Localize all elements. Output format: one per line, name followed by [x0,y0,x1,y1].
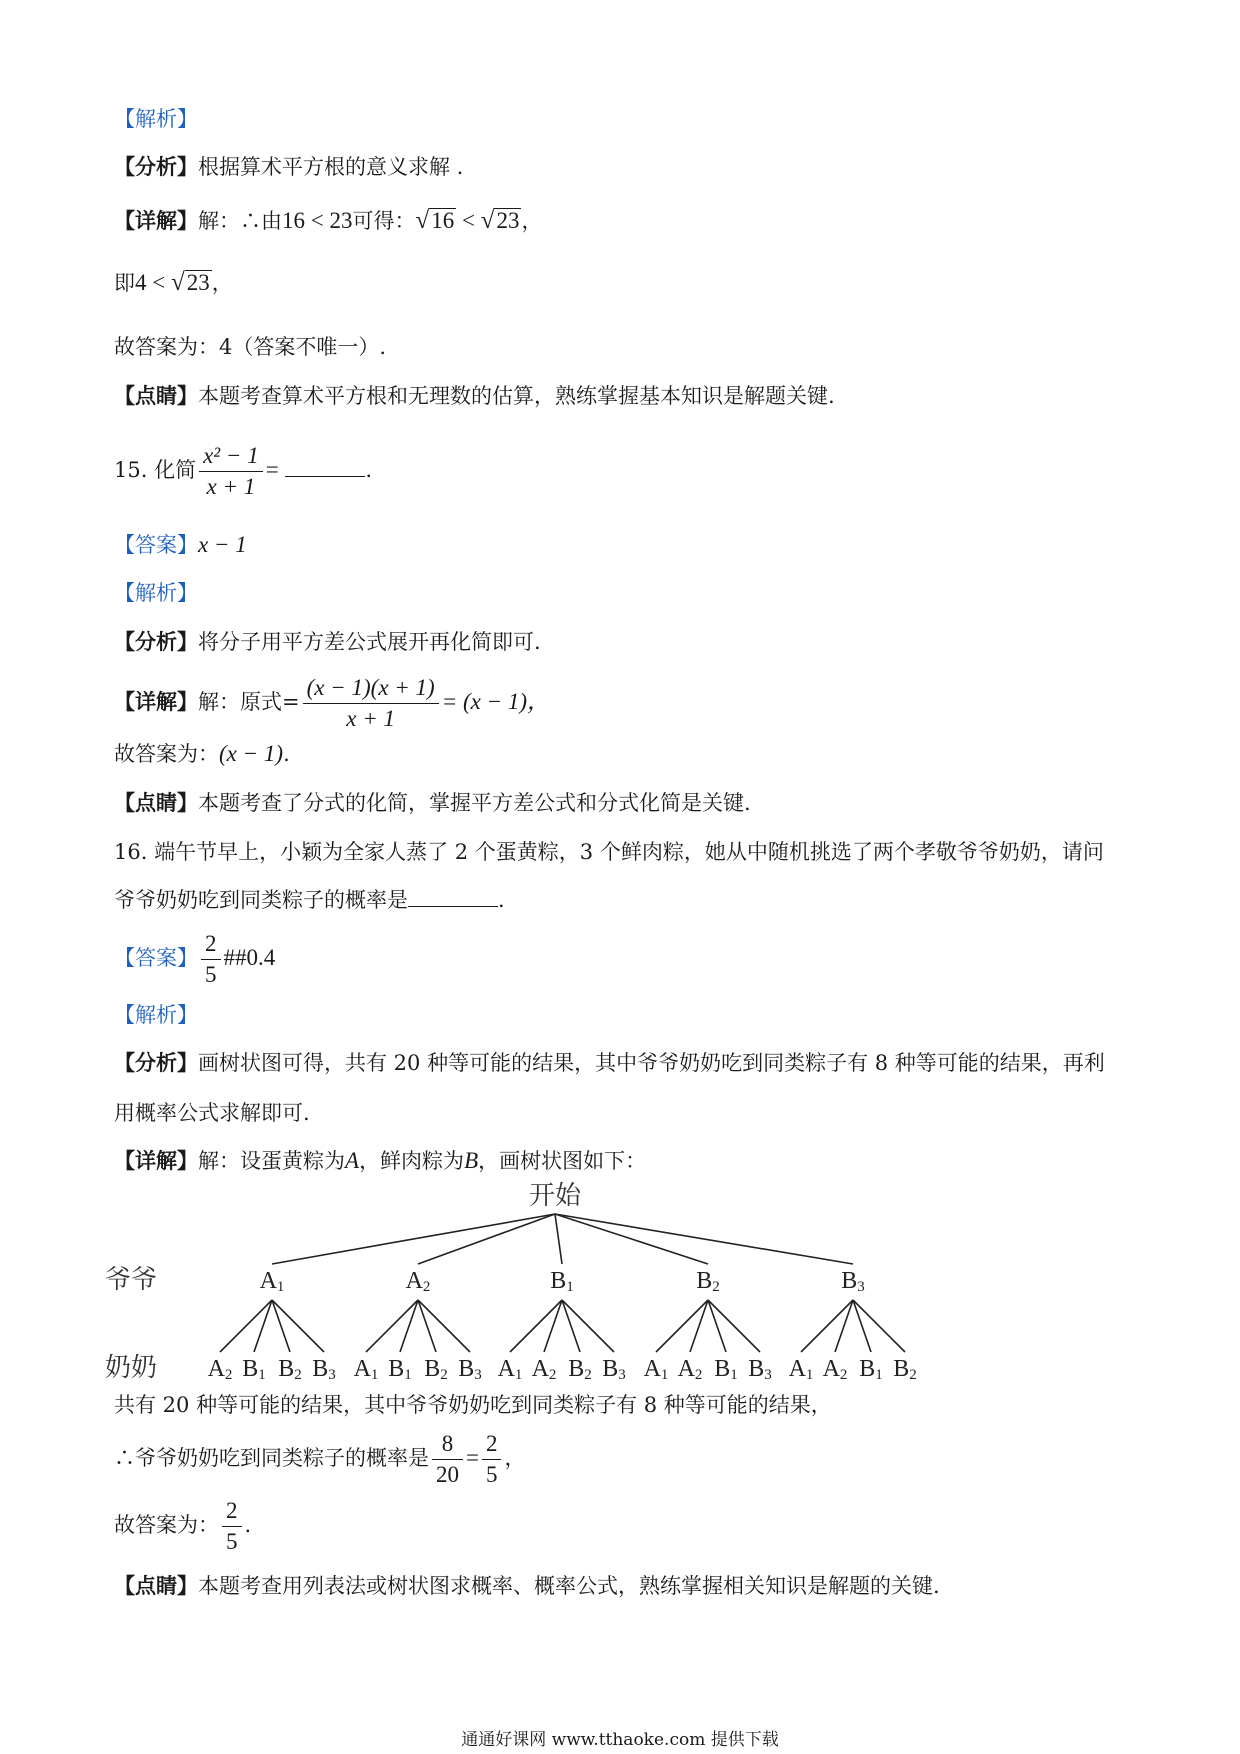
q16-answer-blank [408,886,498,907]
daan-tag: 【答案】 [114,533,198,557]
q14-dianjing [114,381,835,411]
q16-jiexi-tag: 【解析】 [114,1003,198,1027]
q16-answer-fraction [201,929,221,990]
q16-answer-num: 2 [201,929,221,960]
q16-answer [114,928,275,990]
q15-dianjing-text: 本题考查了分式的化简，掌握平方差公式和分式化简是关键. [198,791,751,815]
q14-fenxi [114,152,463,182]
tree-node-level2: A2 [822,1356,848,1380]
q15-eq: = [265,457,279,482]
tree-node-level2: B3 [602,1356,626,1380]
q15-final-value: (x − 1) [219,741,284,766]
tree-edge-root [555,1214,708,1264]
q15-xj-fraction [303,673,439,734]
q16-final-prefix: 故答案为： [114,1513,219,1537]
tree-node-level2: A1 [353,1356,379,1380]
q16-final-fraction [222,1496,242,1557]
tree-node-level2: B2 [568,1356,592,1380]
tree-edge-root [272,1214,555,1264]
tree-edge-child [853,1300,871,1352]
q14-sqrt-compare: √16 < √23 [415,207,520,234]
q16-stem2-prefix: 爷爷奶奶吃到同类粽子的概率是 [114,888,408,912]
q14-ineq-left: 16 [282,208,305,233]
q16-stem-line1: 16. 端午节早上，小颖为全家人蒸了 2 个蛋黄粽，3 个鲜肉粽，她从中随机挑选了两个孝敬爷爷奶奶，请问 [114,840,1104,864]
q16-answer-den: 5 [205,962,217,987]
q14-fenxi-text: 根据算术平方根的意义求解 . [198,155,464,179]
q14-xiangjie [114,206,542,236]
tree-node-level2: A2 [677,1356,703,1380]
tree-root-label: 开始 [528,1181,582,1211]
tree-edge-child [400,1300,418,1352]
tree-edge-child [254,1300,272,1352]
q16-xj-a: 解：设蛋黄粽为 [198,1149,345,1173]
q14-line2 [114,268,233,298]
tree-edge-child [656,1300,708,1352]
tree-node-level2: B3 [312,1356,336,1380]
tree-edge-root [418,1214,555,1264]
q14-line2-lt: < [152,270,166,295]
tree-edge-child [272,1300,290,1352]
q15-xj-rhs: = (x − 1)， [441,689,551,714]
q16-stem-line2 [114,885,505,915]
tree-edge-child [418,1300,470,1352]
q16-final [114,1495,251,1557]
q15-final-prefix: 故答案为： [114,742,219,766]
q15-xj-numerator: (x − 1)(x + 1) [303,673,439,704]
tree-diagram [100,1180,930,1380]
q15-answer-value: x − 1 [198,532,247,557]
q16-dianjing-text: 本题考查用列表法或树状图求概率、概率公式，熟练掌握相关知识是解题的关键. [198,1574,940,1598]
q15-final-end: . [283,742,290,766]
tree-edge-child [418,1300,436,1352]
q16-final-num: 2 [222,1496,242,1527]
tree-edge-child [853,1300,905,1352]
tree-node-level2: A1 [788,1356,814,1380]
q14-comma: ， [521,209,543,233]
q15-xj-prefix: 解：原式= [198,690,300,714]
q15-numerator: x² − 1 [199,441,263,472]
q15-stem-prefix: 15. 化简 [114,458,197,482]
q14-ineq-lt: < [310,208,324,233]
tree-node-level2: A1 [497,1356,523,1380]
q15-answer [114,530,247,560]
q16-prob-den2: 5 [485,1462,498,1487]
page-footer: 通通好课网 www.tthaoke.com 提供下载 [461,1730,779,1750]
q16-fenxi-text1: 画树状图可得，共有 20 种等可能的结果，其中爷爷奶奶吃到同类粽子有 8 种等可能的结果，再利 [198,1051,1105,1075]
q15-xj-denominator: x + 1 [346,706,396,731]
tree-node-level1: B2 [696,1268,720,1295]
q14-final: 故答案为：4（答案不唯一）. [114,335,387,359]
q14-xj-mid: 可得： [352,209,416,233]
tree-edge-child [562,1300,580,1352]
q16-fenxi-line2: 用概率公式求解即可. [114,1101,310,1125]
q16-final-end: . [244,1513,252,1537]
tree-node-level2: B3 [748,1356,772,1380]
dianjing-tag: 【点睛】 [114,383,198,408]
q16-dianjing [114,1571,940,1601]
tree-node-level2: A2 [207,1356,233,1380]
tree-node-level2: B1 [388,1356,412,1380]
q14-ineq [282,208,352,233]
tree-node-level1: B1 [550,1268,574,1295]
q14-ineq-right: 23 [329,208,353,233]
tree-node-level2: B2 [424,1356,448,1380]
q16-prob-fraction1 [432,1429,463,1490]
q16-var-b: B [464,1148,479,1173]
fenxi-tag: 【分析】 [114,154,198,179]
q16-fenxi-tag: 【分析】 [114,1050,198,1075]
tree-edge-root [555,1214,853,1264]
q15-stem-end: . [365,458,373,482]
q15-fenxi-tag: 【分析】 [114,629,198,654]
q14-line2-math: 4 < √23 [135,269,210,296]
q15-answer-blank [285,456,365,477]
q16-prob [114,1428,525,1490]
jiexi-tag: 【解析】 [114,107,198,131]
sqrt-16: 16 [431,208,455,233]
tree-edge-child [510,1300,562,1352]
tree-edge-child [690,1300,708,1352]
q16-stem2-end: . [498,888,505,912]
q16-prob-eq: = [466,1445,479,1470]
q15-dianjing-tag: 【点睛】 [114,790,198,815]
tree-edge-child [272,1300,324,1352]
xiangjie-tag: 【详解】 [114,208,198,233]
q15-fraction [199,441,263,502]
q15-xiangjie-tag: 【详解】 [114,689,198,714]
q14-dianjing-text: 本题考查算术平方根和无理数的估算，熟练掌握基本知识是解题关键. [198,384,835,408]
q15-final [114,739,290,769]
tree-node-level1: B3 [841,1268,865,1295]
tree-edge-child [562,1300,614,1352]
q16-answer-alt: ##0.4 [223,945,276,970]
q16-dianjing-tag: 【点睛】 [114,1573,198,1598]
tree-node-level2: B2 [278,1356,302,1380]
q16-final-den: 5 [226,1529,238,1554]
q15-fenxi-text: 将分子用平方差公式展开再化简即可. [198,630,541,654]
q16-prob-fraction2 [482,1429,502,1490]
tree-node-level2: B3 [458,1356,482,1380]
q16-xiangjie [114,1146,646,1176]
q16-daan-tag: 【答案】 [114,946,198,970]
q14-line2-comma: ， [211,271,233,295]
q14-line2-rad: 23 [186,270,210,295]
tree-node-level2: B1 [714,1356,738,1380]
q16-xiangjie-tag: 【详解】 [114,1148,198,1173]
tree-node-level2: A1 [643,1356,669,1380]
sqrt-23: 23 [496,208,520,233]
q16-var-a: A [345,1148,360,1173]
q15-xiangjie [114,672,550,734]
tree-level1-label: 爷爷 [104,1265,158,1295]
tree-edge-root [555,1214,562,1264]
tree-edge-child [708,1300,726,1352]
q15-fenxi [114,627,541,657]
tree-level2-label: 奶奶 [104,1353,158,1380]
q16-xj-b: ，鲜肉粽为 [359,1149,465,1173]
q16-result: 共有 20 种等可能的结果，其中爷爷奶奶吃到同类粽子有 8 种等可能的结果， [114,1393,832,1417]
tree-edge-child [708,1300,760,1352]
q15-stem [114,440,372,502]
tree-node-level2: B2 [893,1356,917,1380]
q16-prob-end: ， [504,1446,526,1470]
q15-denominator: x + 1 [206,474,256,499]
tree-node-level2: B1 [242,1356,266,1380]
tree-edge-child [220,1300,272,1352]
q16-prob-prefix: ∴爷爷奶奶吃到同类粽子的概率是 [114,1446,429,1470]
q14-line2-prefix: 即 [114,271,135,295]
q15-dianjing [114,788,751,818]
tree-edge-child [366,1300,418,1352]
q16-prob-den1: 20 [436,1462,459,1487]
q16-prob-num1: 8 [432,1429,463,1460]
q14-xj-prefix: 解：∴由 [198,209,282,233]
q14-sqrt-lt: < [461,208,475,233]
q14-line2-val: 4 [135,270,147,295]
q16-fenxi-line1 [114,1048,1105,1078]
tree-node-level1: A2 [405,1268,431,1295]
q16-prob-num2: 2 [482,1429,502,1460]
tree-node-level2: A2 [531,1356,557,1380]
tree-edge-child [544,1300,562,1352]
tree-edge-child [835,1300,853,1352]
tree-node-level2: B1 [859,1356,883,1380]
tree-node-level1: A1 [259,1268,285,1295]
q15-jiexi-tag: 【解析】 [114,581,198,605]
tree-edge-child [801,1300,853,1352]
q16-xj-c: ，画树状图如下： [478,1149,647,1173]
